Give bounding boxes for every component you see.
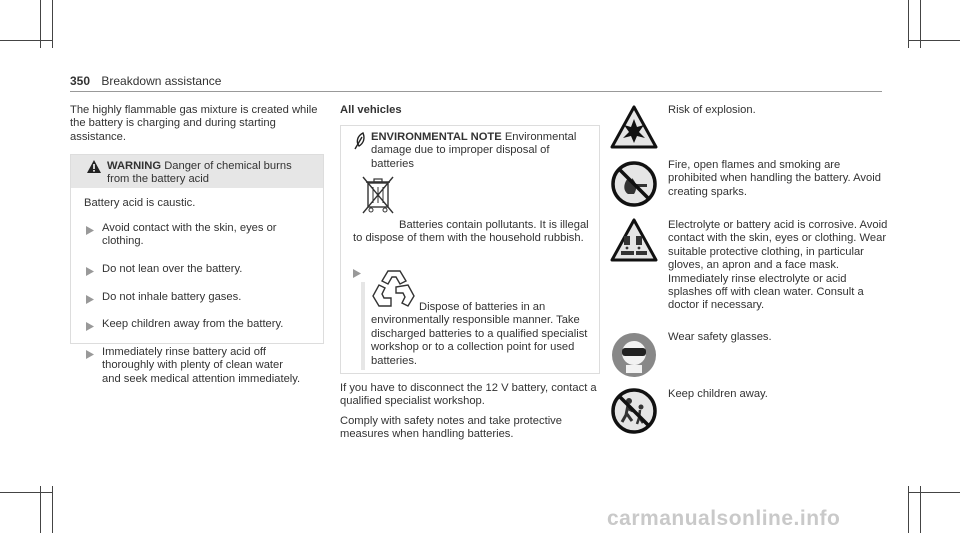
crop-mark [908, 486, 909, 533]
crossed-out-bin-icon [361, 173, 395, 218]
bullet-arrow-icon [353, 269, 361, 278]
page-header [70, 74, 221, 88]
warning-box [70, 154, 324, 385]
bullet-arrow-icon [86, 267, 94, 276]
corrosive-warning-icon [610, 218, 658, 262]
warning-body-text: Battery acid is caustic. [84, 197, 196, 209]
no-fire-smoking-icon [610, 160, 658, 208]
intro-paragraph: The highly flammable gas mixture is created while the battery is charging and during starting assistance. [70, 104, 318, 143]
watermark: carmanualsonline.info [607, 507, 841, 530]
section-title: Breakdown assistance [101, 74, 222, 88]
warning-triangle-icon [87, 160, 101, 173]
crop-mark [920, 486, 921, 533]
warning-label: WARNING [107, 160, 162, 172]
warning-bullet: Do not lean over the battery. [102, 263, 243, 275]
header-rule [70, 91, 882, 92]
no-fire-text: Fire, open flames and smoking are prohibited when handling the battery. Avoid creating sparks. [668, 159, 881, 198]
explosion-warning-icon [610, 105, 658, 149]
keep-children-text: Keep children away. [668, 388, 768, 400]
crop-mark [0, 492, 52, 493]
warning-bullet: Do not inhale battery gases. [102, 291, 242, 303]
warning-bullet: Avoid contact with the skin, eyes or clothing. [102, 222, 277, 248]
warning-bullet: Keep children away from the battery. [102, 318, 284, 330]
comply-paragraph: Comply with safety notes and take protective measures when handling batteries. [340, 415, 562, 441]
env-note-label: ENVIRONMENTAL NOTE [371, 131, 502, 143]
keep-children-away-icon [610, 387, 658, 435]
crop-mark [908, 40, 960, 41]
explosion-text: Risk of explosion. [668, 104, 756, 116]
crop-mark [908, 492, 960, 493]
warning-title: Danger of chemical burns from the battery acid [107, 160, 292, 186]
warning-heading-text [107, 160, 317, 187]
bullet-arrow-icon [86, 226, 94, 235]
corrosive-text: Electrolyte or battery acid is corrosive. Avoid contact with the skin, eyes or clothing. Wear suitable protective clothing, in particular gloves, an apron and a face mask. Immediately rinse electrolyte or acid splashes off with clean water. Consult a doctor if necessary. [668, 219, 888, 312]
bullet-arrow-icon [86, 295, 94, 304]
warning-heading [71, 155, 323, 188]
crop-mark [0, 40, 52, 41]
warning-bullet: Immediately rinse battery acid off thoroughly with plenty of clean water and seek medical attention immediately. [102, 346, 301, 385]
recycle-text: Dispose of batteries in an environmentally responsible manner. Take discharged batteries to a qualified specialist workshop or to a collection point for used batteries. [371, 301, 588, 367]
pollutants-text: Batteries contain pollutants. It is illegal to dispose of them with the household rubbish. [353, 219, 589, 245]
crop-mark [52, 486, 53, 533]
bullet-arrow-icon [86, 350, 94, 359]
safety-glasses-text: Wear safety glasses. [668, 331, 772, 343]
bullet-arrow-icon [86, 322, 94, 331]
section-heading: All vehicles [340, 104, 402, 116]
page-number: 350 [70, 74, 91, 88]
bullet-rule [361, 282, 365, 370]
safety-glasses-icon [610, 331, 658, 379]
disconnect-paragraph: If you have to disconnect the 12 V battery, contact a qualified specialist workshop. [340, 382, 597, 408]
environment-leaf-icon [353, 132, 367, 150]
env-note-heading [371, 131, 591, 171]
crop-mark [52, 0, 53, 48]
environmental-note-box [340, 125, 600, 374]
env-note-title: Environmental damage due to improper disposal of batteries [371, 131, 577, 170]
crop-mark [40, 486, 41, 533]
